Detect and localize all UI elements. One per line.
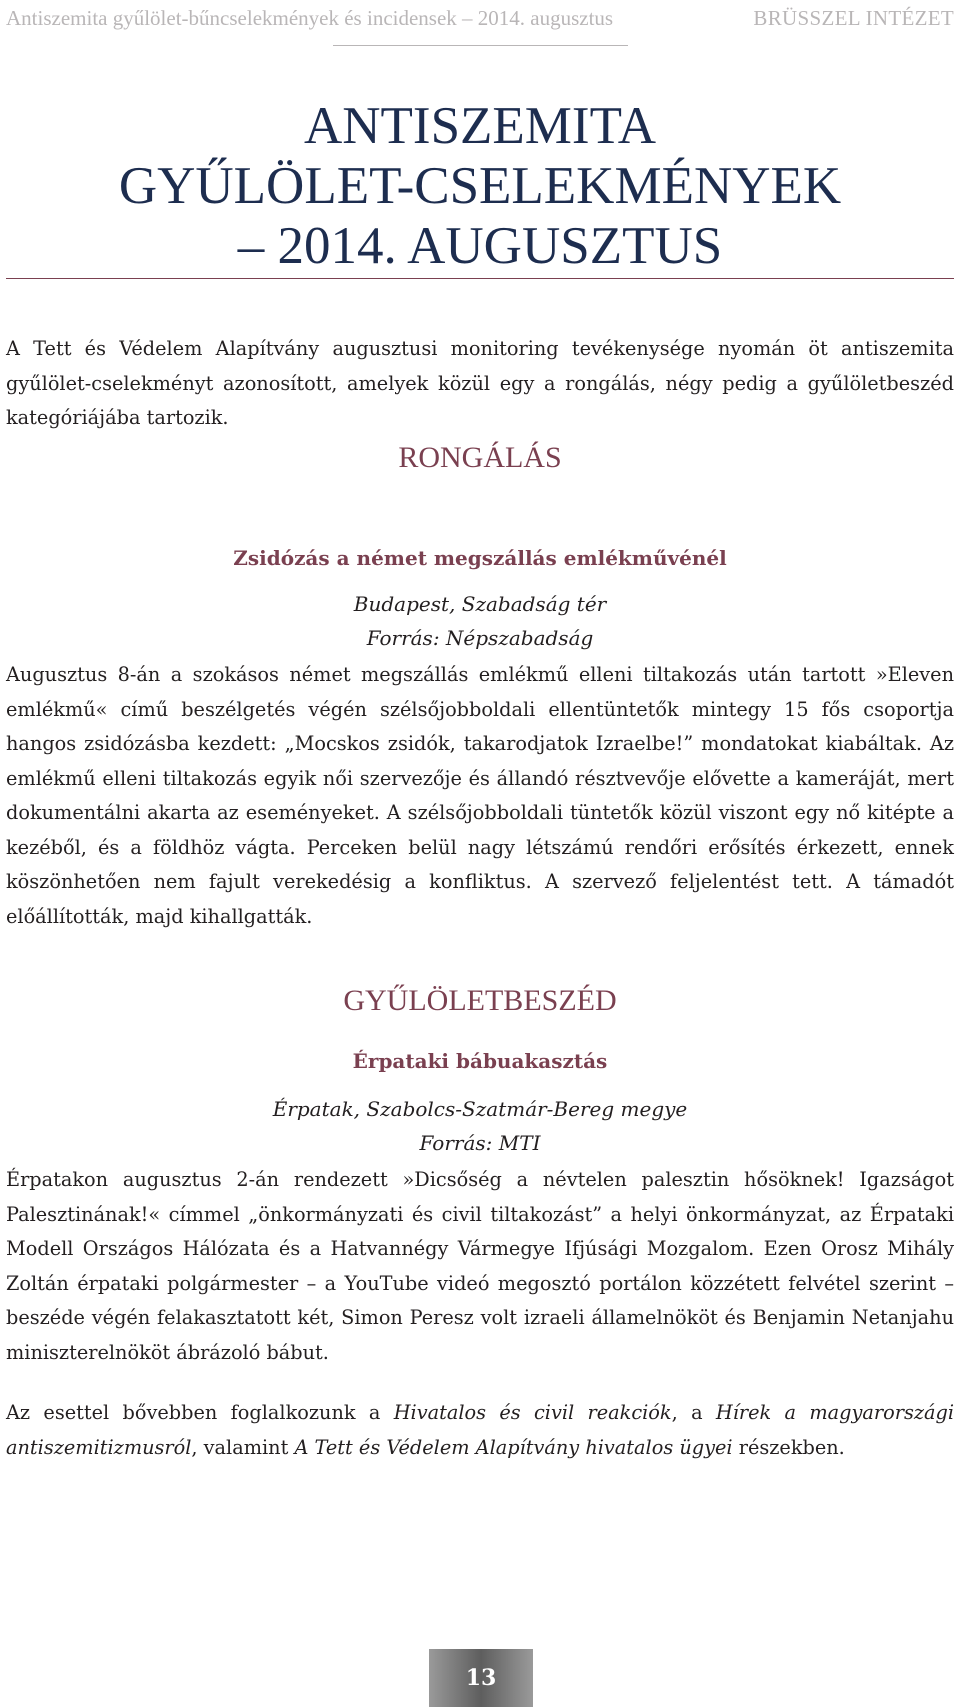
incident-meta-hate-speech: [0, 1092, 960, 1160]
closing-section-ref-3: A Tett és Védelem Alapítvány hivatalos ügyei: [294, 1435, 733, 1459]
incident-source: Forrás: Népszabadság: [366, 626, 594, 650]
incident-meta-vandalism: [0, 587, 960, 655]
section-heading-vandalism: RONGÁLÁS: [398, 441, 562, 474]
section-heading-hate-speech: GYŰLÖLETBESZÉD: [343, 984, 617, 1017]
page-title-line-3: – 2014. AUGUSZTUS: [237, 217, 723, 275]
incident-title-hate-speech: Érpataki bábuakasztás: [352, 1049, 608, 1073]
page-title-line-2: GYŰLÖLET-CSELEKMÉNYEK: [118, 157, 842, 215]
header-divider: [333, 45, 628, 46]
header-publisher: BRÜSSZEL INTÉZET: [753, 6, 954, 30]
closing-text-2: , a: [671, 1401, 716, 1424]
incident-location: Érpatak, Szabolcs-Szatmár-Bereg megye: [272, 1097, 688, 1121]
closing-text-1: Az esettel bővebben foglalkozunk a: [6, 1401, 394, 1424]
page-number-box: [429, 1649, 533, 1707]
page-number: 13: [465, 1665, 497, 1691]
header-publication-title: Antiszemita gyűlölet-bűncselekmények és incidensek – 2014. augusztus: [6, 6, 614, 30]
incident-source: Forrás: MTI: [419, 1131, 541, 1155]
title-divider: [6, 278, 954, 279]
incident-body-vandalism: Augusztus 8-án a szokásos német megszállás emlékmű elleni tiltakozás után tartott »Eleven emlékmű« című beszélgetés végén szélsőjobboldali ellentüntetők mintegy 15 fős csoportja hangos zsidózásba kezdett: „Mocskos zsidók, takarodjatok Izraelbe!” mondatokat kiabáltak. Az emlékmű elleni tiltakozás egyik női szervezője és állandó résztvevője elővette a kameráját, mert dokumentálni akarta az eseményeket. A szélsőjobboldali tüntetők közül viszont egy nő kitépte a kezéből, és a földhöz vágta. Perceken belül nagy létszámú rendőri erősítés érkezett, ennek köszönhetően nem fajult verekedésig a konfliktus. A szervező feljelentést tett. A támadót előállították, majd kihallgatták.: [6, 663, 954, 928]
incident-body-hate-speech: Érpatakon augusztus 2-án rendezett »Dicsőség a névtelen palesztin hősöknek! Igazságot Palesztinának!« címmel „önkormányzati és civil tiltakozást” a helyi önkormányzat, az Érpataki Modell Országos Hálózata és a Hatvannégy Vármegye Ifjúsági Mozgalom. Ezen Orosz Mihály Zoltán érpataki polgármester – a YouTube videó megosztó portálon közzétett felvétel szerint – beszéde végén felakasztatott két, Simon Peresz volt izraeli államelnököt és Benjamin Netanjahu miniszterelnököt ábrázoló bábut.: [6, 1168, 954, 1364]
page-title: [0, 96, 960, 276]
running-header: [6, 6, 954, 30]
closing-text-4: részekben.: [732, 1435, 845, 1459]
incident-title-vandalism: Zsidózás a német megszállás emlékművénél: [233, 546, 727, 570]
closing-paragraph: [6, 1396, 954, 1465]
closing-section-ref-1: Hivatalos és civil reakciók: [393, 1401, 672, 1424]
closing-text-3: , valamint: [191, 1435, 295, 1459]
intro-paragraph: A Tett és Védelem Alapítvány augusztusi monitoring tevékenysége nyomán öt antiszemita gyűlölet-cselekményt azonosított, amelyek közül egy a rongálás, négy pedig a gyűlöletbeszéd kategóriájába tartozik.: [6, 337, 954, 429]
page-title-line-1: ANTISZEMITA: [304, 97, 656, 155]
closing-section-ref-2: Hírek a magyarországi antiszemitizmusról: [6, 1401, 955, 1459]
incident-location: Budapest, Szabadság tér: [353, 592, 607, 616]
